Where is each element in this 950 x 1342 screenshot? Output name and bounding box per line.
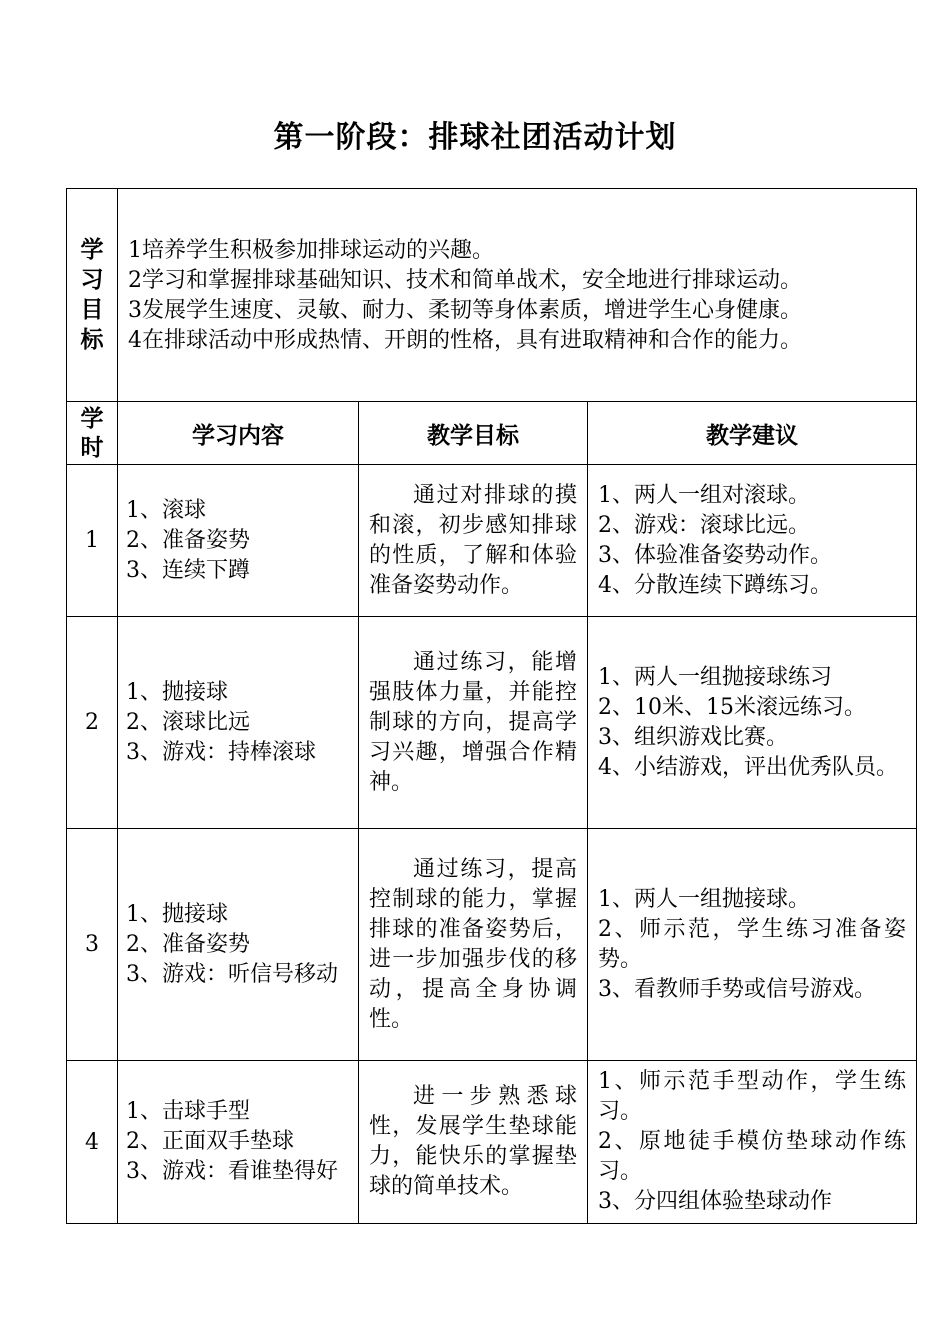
header-row [67, 402, 917, 465]
lesson-number: 3 [67, 829, 118, 1061]
table-row [67, 465, 917, 617]
header-advice: 教学建议 [588, 402, 917, 465]
page-title: 第一阶段：排球社团活动计划 [273, 120, 677, 155]
goal-item: 3发展学生速度、灵敏、耐力、柔韧等身体素质，增进学生心身健康。 [128, 298, 802, 323]
lesson-advice: 1、两人一组抛接球。 2、师示范，学生练习准备姿势。 3、看教师手势或信号游戏。 [588, 829, 917, 1061]
goal-item: 1培养学生积极参加排球运动的兴趣。 [128, 238, 494, 263]
table-row [67, 829, 917, 1061]
lesson-content: 1、抛接球 2、准备姿势 3、游戏：听信号移动 [118, 829, 359, 1061]
goals-list [118, 189, 917, 402]
goals-row [67, 189, 917, 402]
lesson-advice: 1、两人一组抛接球练习 2、10米、15米滚远练习。 3、组织游戏比赛。 4、小结游戏，评出优秀队员。 [588, 617, 917, 829]
goal-item: 2学习和掌握排球基础知识、技术和简单战术，安全地进行排球运动。 [128, 268, 802, 293]
header-time: 学时 [67, 402, 118, 465]
lesson-content: 1、击球手型 2、正面双手垫球 3、游戏：看谁垫得好 [118, 1061, 359, 1224]
lesson-target: 通过对排球的摸和滚，初步感知排球的性质，了解和体验准备姿势动作。 [359, 465, 588, 617]
lesson-advice: 1、师示范手型动作，学生练习。 2、原地徒手模仿垫球动作练习。 3、分四组体验垫球动作 [588, 1061, 917, 1224]
lesson-target: 通过练习，能增强肢体力量，并能控制球的方向，提高学习兴趣，增强合作精神。 [359, 617, 588, 829]
lesson-number: 1 [67, 465, 118, 617]
lesson-number: 4 [67, 1061, 118, 1224]
lesson-content: 1、滚球 2、准备姿势 3、连续下蹲 [118, 465, 359, 617]
plan-table [66, 188, 917, 1224]
table-row [67, 1061, 917, 1224]
lesson-number: 2 [67, 617, 118, 829]
lesson-advice: 1、两人一组对滚球。 2、游戏：滚球比远。 3、体验准备姿势动作。 4、分散连续下蹲练习。 [588, 465, 917, 617]
header-target: 教学目标 [359, 402, 588, 465]
goal-item: 4在排球活动中形成热情、开朗的性格，具有进取精神和合作的能力。 [128, 328, 802, 353]
table-row [67, 617, 917, 829]
lesson-content: 1、抛接球 2、滚球比远 3、游戏：持棒滚球 [118, 617, 359, 829]
lesson-target: 进一步熟悉球性，发展学生垫球能力，能快乐的掌握垫球的简单技术。 [359, 1061, 588, 1224]
lesson-target: 通过练习，提高控制球的能力，掌握排球的准备姿势后，进一步加强步伐的移动，提高全身协调性。 [359, 829, 588, 1061]
header-content: 学习内容 [118, 402, 359, 465]
goals-label: 学习目标 [67, 189, 118, 402]
